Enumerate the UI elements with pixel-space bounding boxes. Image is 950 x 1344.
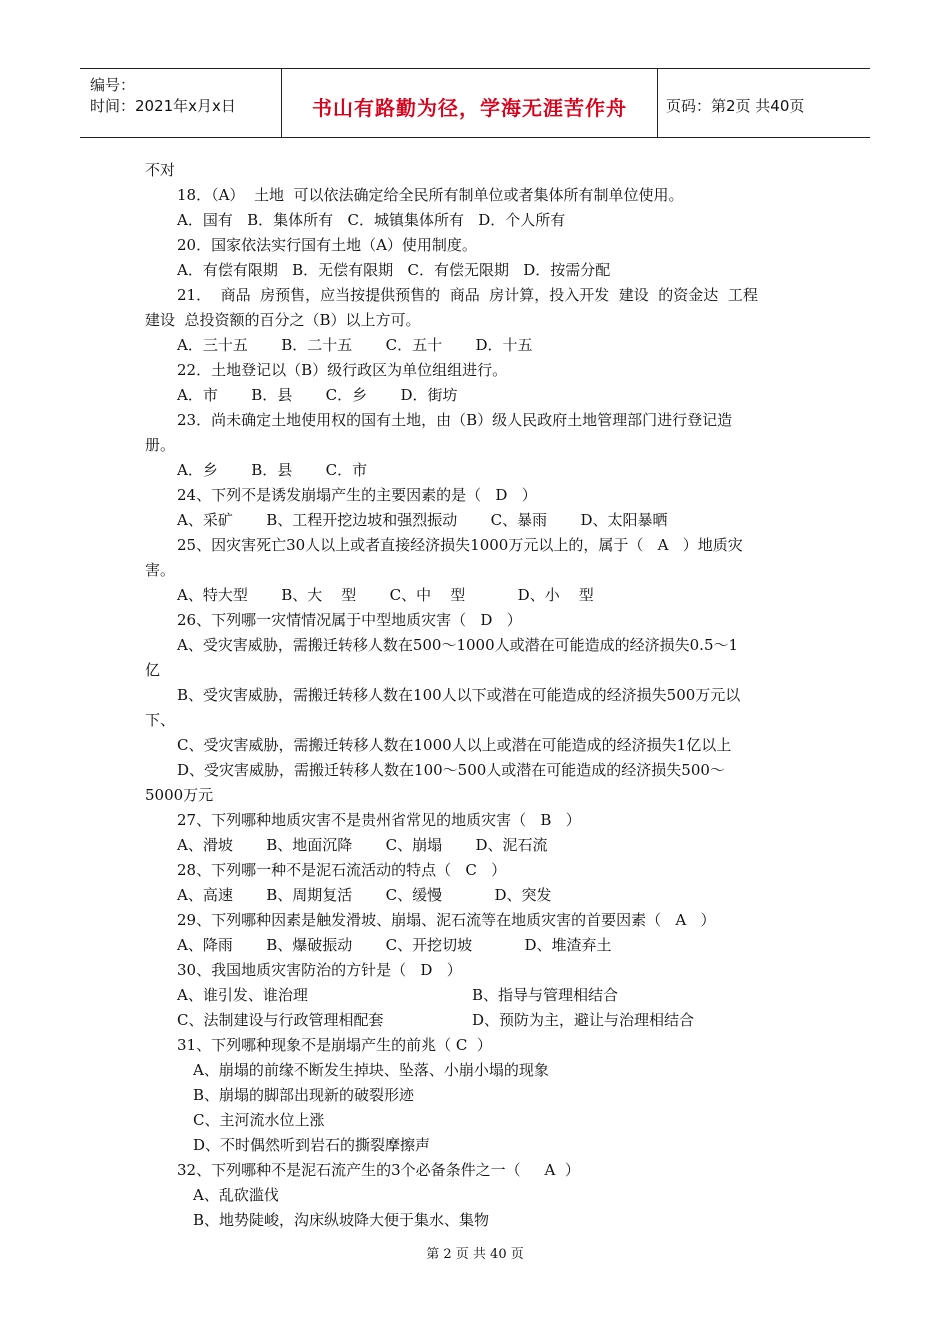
option-d: D、预防为主，避让与治理相结合 [472, 1011, 695, 1029]
header-slogan: 书山有路勤为径，学海无涯苦作舟 [282, 69, 658, 137]
question-27-options: A、滑坡 B、地面沉降 C、崩塌 D、泥石流 [177, 836, 548, 854]
question-29: 29、下列哪种因素是触发滑坡、崩塌、泥石流等在地质灾害的首要因素（ A ） [177, 911, 716, 929]
question-29-options: A、降雨 B、爆破振动 C、开挖切坡 D、堆渣弃土 [177, 936, 612, 954]
question-23-options: A．乡 B．县 C．市 [177, 461, 368, 479]
question-20-options: A．有偿有限期 B．无偿有限期 C．有偿无限期 D．按需分配 [177, 261, 611, 279]
question-25-options: A、特大型 B、大 型 C、中 型 D、小 型 [177, 586, 594, 604]
question-31: 31、下列哪种现象不是崩塌产生的前兆（ C ） [177, 1036, 492, 1054]
question-18: 18．（A） 土地 可以依法确定给全民所有制单位或者集体所有制单位使用。 [177, 186, 684, 204]
document-time: 时间：2021年x月x日 [90, 97, 236, 115]
question-32: 32、下列哪种不是泥石流产生的3个必备条件之一（ A ） [177, 1161, 580, 1179]
question-26-option-d-cont: 5000万元 [145, 786, 214, 804]
question-26-option-b: B、受灾害威胁，需搬迁转移人数在100人以下或潜在可能造成的经济损失500万元以 [177, 686, 741, 704]
question-24: 24、下列不是诱发崩塌产生的主要因素的是（ D ） [177, 486, 537, 504]
question-24-options: A、采矿 B、工程开挖边坡和强烈振动 C、暴雨 D、太阳暴晒 [177, 511, 668, 529]
question-20: 20．国家依法实行国有土地（A）使用制度。 [177, 236, 477, 254]
question-30: 30、我国地质灾害防治的方针是（ D ） [177, 961, 462, 979]
document-number-label: 编号： [90, 76, 136, 94]
question-31-option-c: C、主河流水位上涨 [193, 1111, 325, 1129]
question-32-option-b: B、地势陡峻，沟床纵坡降大便于集水、集物 [193, 1211, 490, 1229]
question-31-option-d: D、不时偶然听到岩石的撕裂摩擦声 [193, 1136, 431, 1154]
page-footer: 第 2 页 共 40 页 [426, 1247, 524, 1262]
question-26-option-a: A、受灾害威胁，需搬迁转移人数在500～1000人或潜在可能造成的经济损失0.5～1 [177, 636, 739, 654]
question-25-cont: 害。 [145, 561, 176, 579]
option-b: B、指导与管理相结合 [472, 986, 619, 1004]
question-26-option-a-cont: 亿 [145, 661, 161, 679]
question-26-option-b-cont: 下、 [145, 711, 176, 729]
page-header [80, 68, 870, 138]
header-page-info: 页码：第2页 共40页 [666, 96, 805, 115]
question-31-option-a: A、崩塌的前缘不断发生掉块、坠落、小崩小塌的现象 [193, 1061, 549, 1079]
question-21-cont: 建设 总投资额的百分之（B）以上方可。 [145, 311, 421, 329]
question-26-option-d: D、受灾害威胁，需搬迁转移人数在100～500人或潜在可能造成的经济损失500～ [177, 761, 725, 779]
document-body [145, 158, 810, 1233]
question-30-options-row1 [145, 983, 810, 1008]
question-22-options: A．市 B．县 C．乡 D．街坊 [177, 386, 458, 404]
question-32-option-a: A、乱砍滥伐 [193, 1186, 279, 1204]
text-line: 不对 [145, 161, 176, 179]
question-30-options-row2 [145, 1008, 810, 1033]
question-23-cont: 册。 [145, 436, 176, 454]
question-31-option-b: B、崩塌的脚部出现新的破裂形迹 [193, 1086, 415, 1104]
question-28: 28、下列哪一种不是泥石流活动的特点（ C ） [177, 861, 507, 879]
question-18-options: A．国有 B．集体所有 C．城镇集体所有 D．个人所有 [177, 211, 566, 229]
question-22: 22．土地登记以（B）级行政区为单位组组进行。 [177, 361, 508, 379]
question-27: 27、下列哪种地质灾害不是贵州省常见的地质灾害（ B ） [177, 811, 581, 829]
question-28-options: A、高速 B、周期复活 C、缓慢 D、突发 [177, 886, 552, 904]
question-25: 25、因灾害死亡30人以上或者直接经济损失1000万元以上的，属于（ A ）地质灾 [177, 536, 743, 554]
option-a: A、谁引发、谁治理 [177, 986, 308, 1004]
question-21: 21． 商品 房预售，应当按提供预售的 商品 房计算，投入开发 建设 的资金达 工程 [177, 286, 758, 304]
question-23: 23．尚未确定土地使用权的国有土地，由（B）级人民政府土地管理部门进行登记造 [177, 411, 733, 429]
option-c: C、法制建设与行政管理相配套 [177, 1011, 384, 1029]
header-meta [80, 69, 282, 137]
question-26: 26、下列哪一灾情情况属于中型地质灾害（ D ） [177, 611, 522, 629]
question-21-options: A．三十五 B．二十五 C．五十 D．十五 [177, 336, 533, 354]
question-26-option-c: C、受灾害威胁，需搬迁转移人数在1000人以上或潜在可能造成的经济损失1亿以上 [177, 736, 732, 754]
